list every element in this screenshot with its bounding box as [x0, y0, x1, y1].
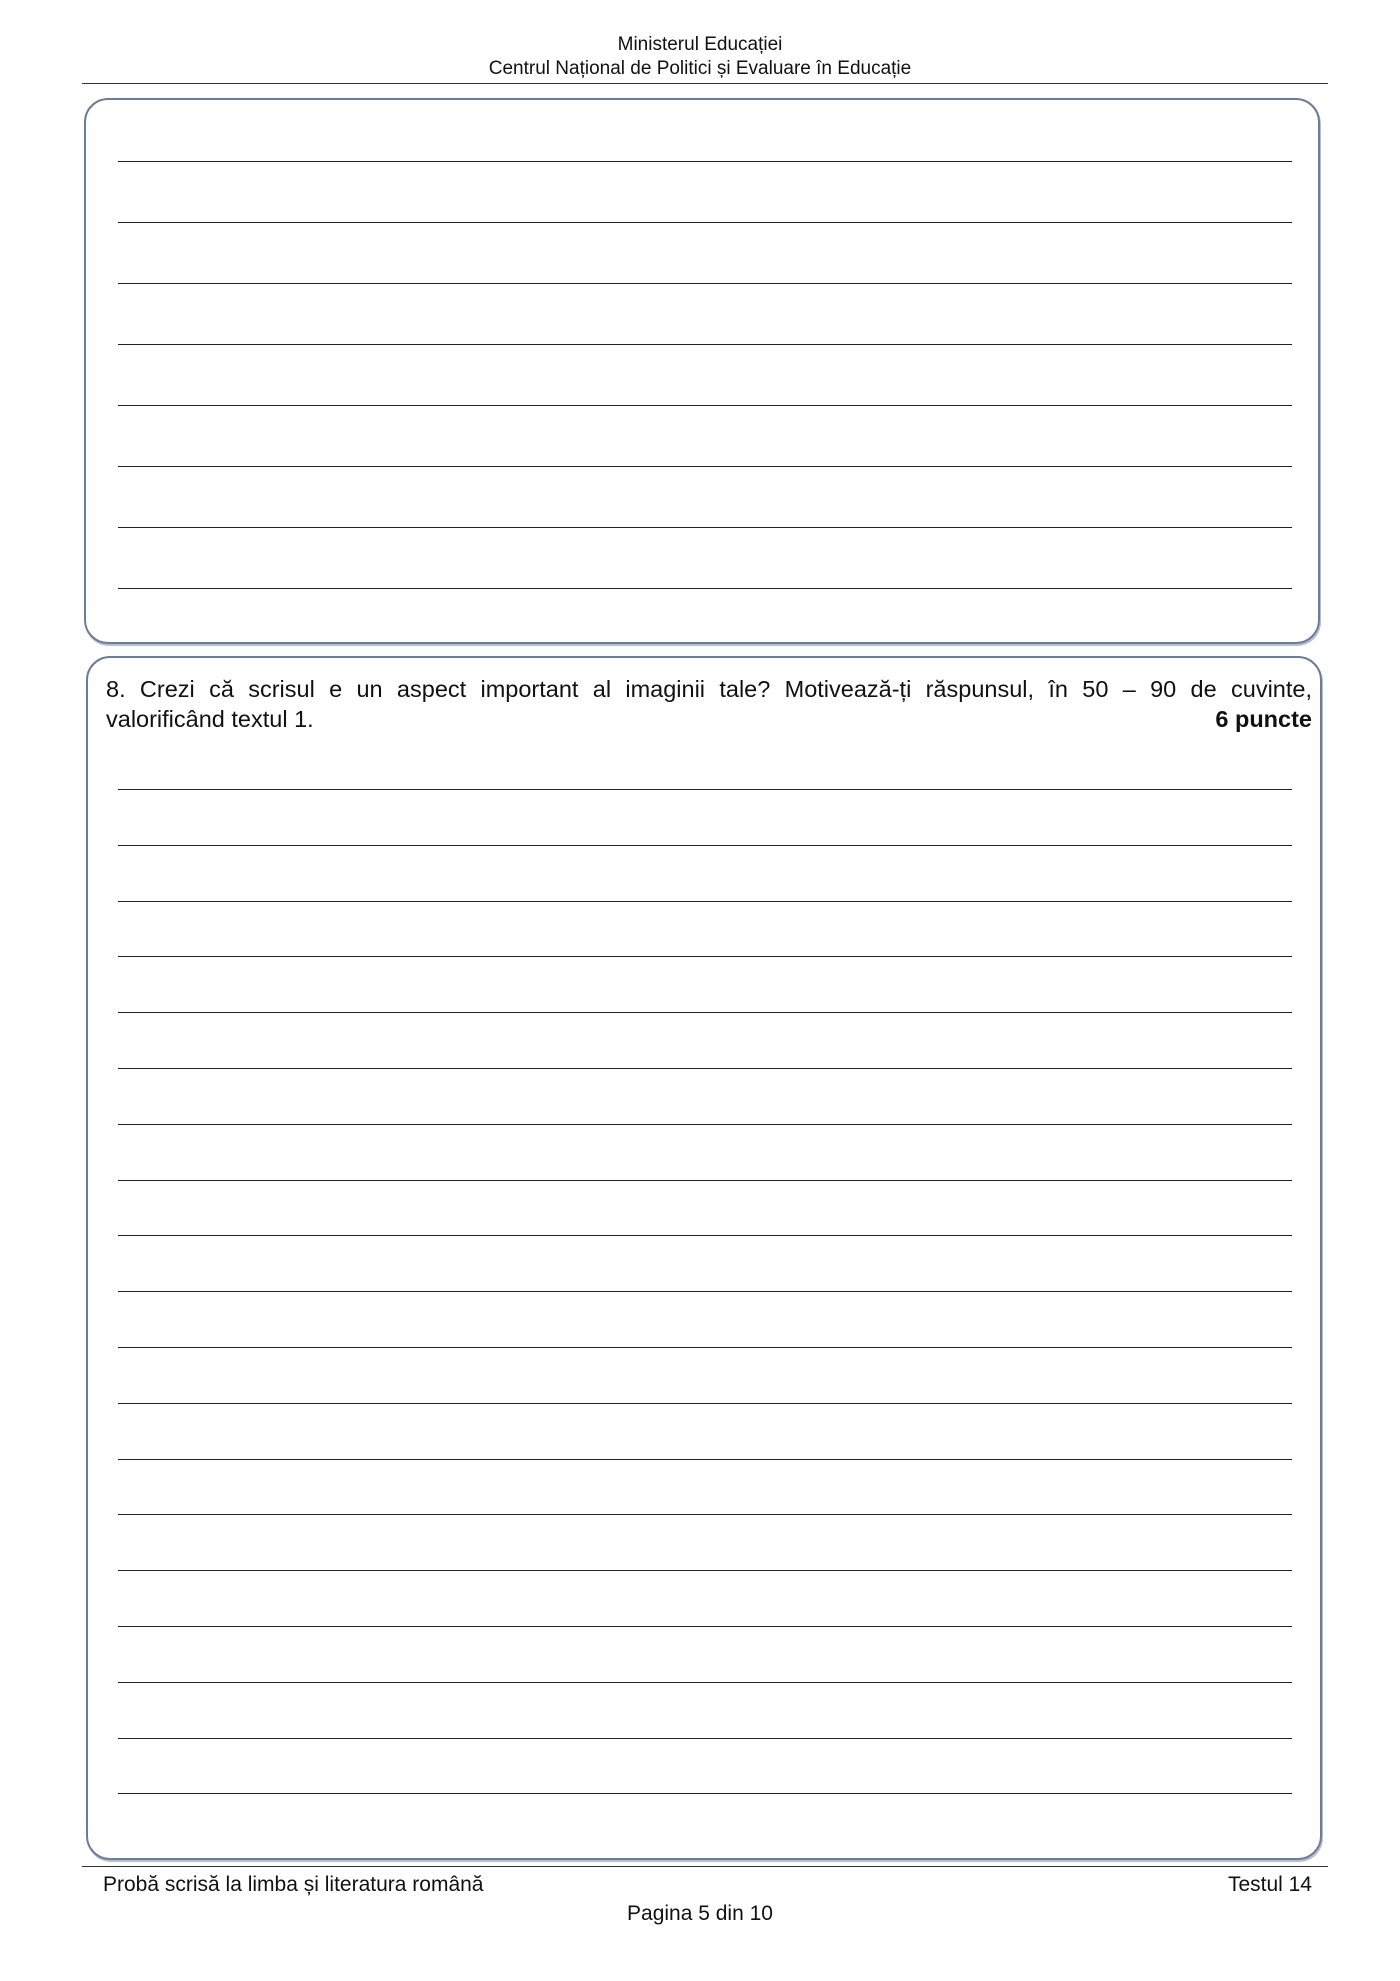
question-8: [106, 674, 1312, 734]
writing-line: [118, 1626, 1292, 1627]
footer-page-number: Pagina 5 din 10: [627, 1902, 773, 1925]
header-ministry: Ministerul Educației: [617, 34, 783, 55]
writing-line: [118, 845, 1292, 846]
writing-line: [118, 405, 1292, 406]
writing-line: [118, 1459, 1292, 1460]
writing-line: [118, 789, 1292, 790]
writing-line: [118, 1403, 1292, 1404]
writing-line: [118, 901, 1292, 902]
writing-line: [118, 1012, 1292, 1013]
writing-line: [118, 1738, 1292, 1739]
writing-line: [118, 1180, 1292, 1181]
writing-line: [118, 1291, 1292, 1292]
footer-subject: Probă scrisă la limba și literatura română: [103, 1873, 484, 1896]
writing-line: [118, 1068, 1292, 1069]
writing-line: [118, 588, 1292, 589]
writing-line: [118, 1347, 1292, 1348]
writing-line: [118, 1793, 1292, 1794]
writing-line: [118, 466, 1292, 467]
writing-line: [118, 1514, 1292, 1515]
writing-line: [118, 956, 1292, 957]
writing-line: [118, 1570, 1292, 1571]
writing-line: [118, 222, 1292, 223]
answer-box-previous: [84, 98, 1320, 644]
question-8-points: 6 puncte: [1215, 706, 1312, 732]
header-rule: [82, 83, 1328, 84]
footer-test-number: Testul 14: [1227, 1873, 1312, 1896]
writing-line: [118, 344, 1292, 345]
writing-line: [118, 283, 1292, 284]
header-center: Centrul Național de Politici și Evaluare în Educație: [488, 58, 912, 79]
footer-rule: [82, 1866, 1328, 1867]
question-8-text-line1: 8. Crezi că scrisul e un aspect important al imaginii tale? Motivează-ți răspunsul, în 50 – 90 de cuvinte,: [106, 676, 1312, 702]
writing-line: [118, 1682, 1292, 1683]
writing-line: [118, 1124, 1292, 1125]
question-8-box: [86, 656, 1322, 1860]
writing-line: [118, 161, 1292, 162]
writing-line: [118, 1235, 1292, 1236]
question-8-text-line2: valorificând textul 1.: [106, 706, 314, 732]
writing-line: [118, 527, 1292, 528]
